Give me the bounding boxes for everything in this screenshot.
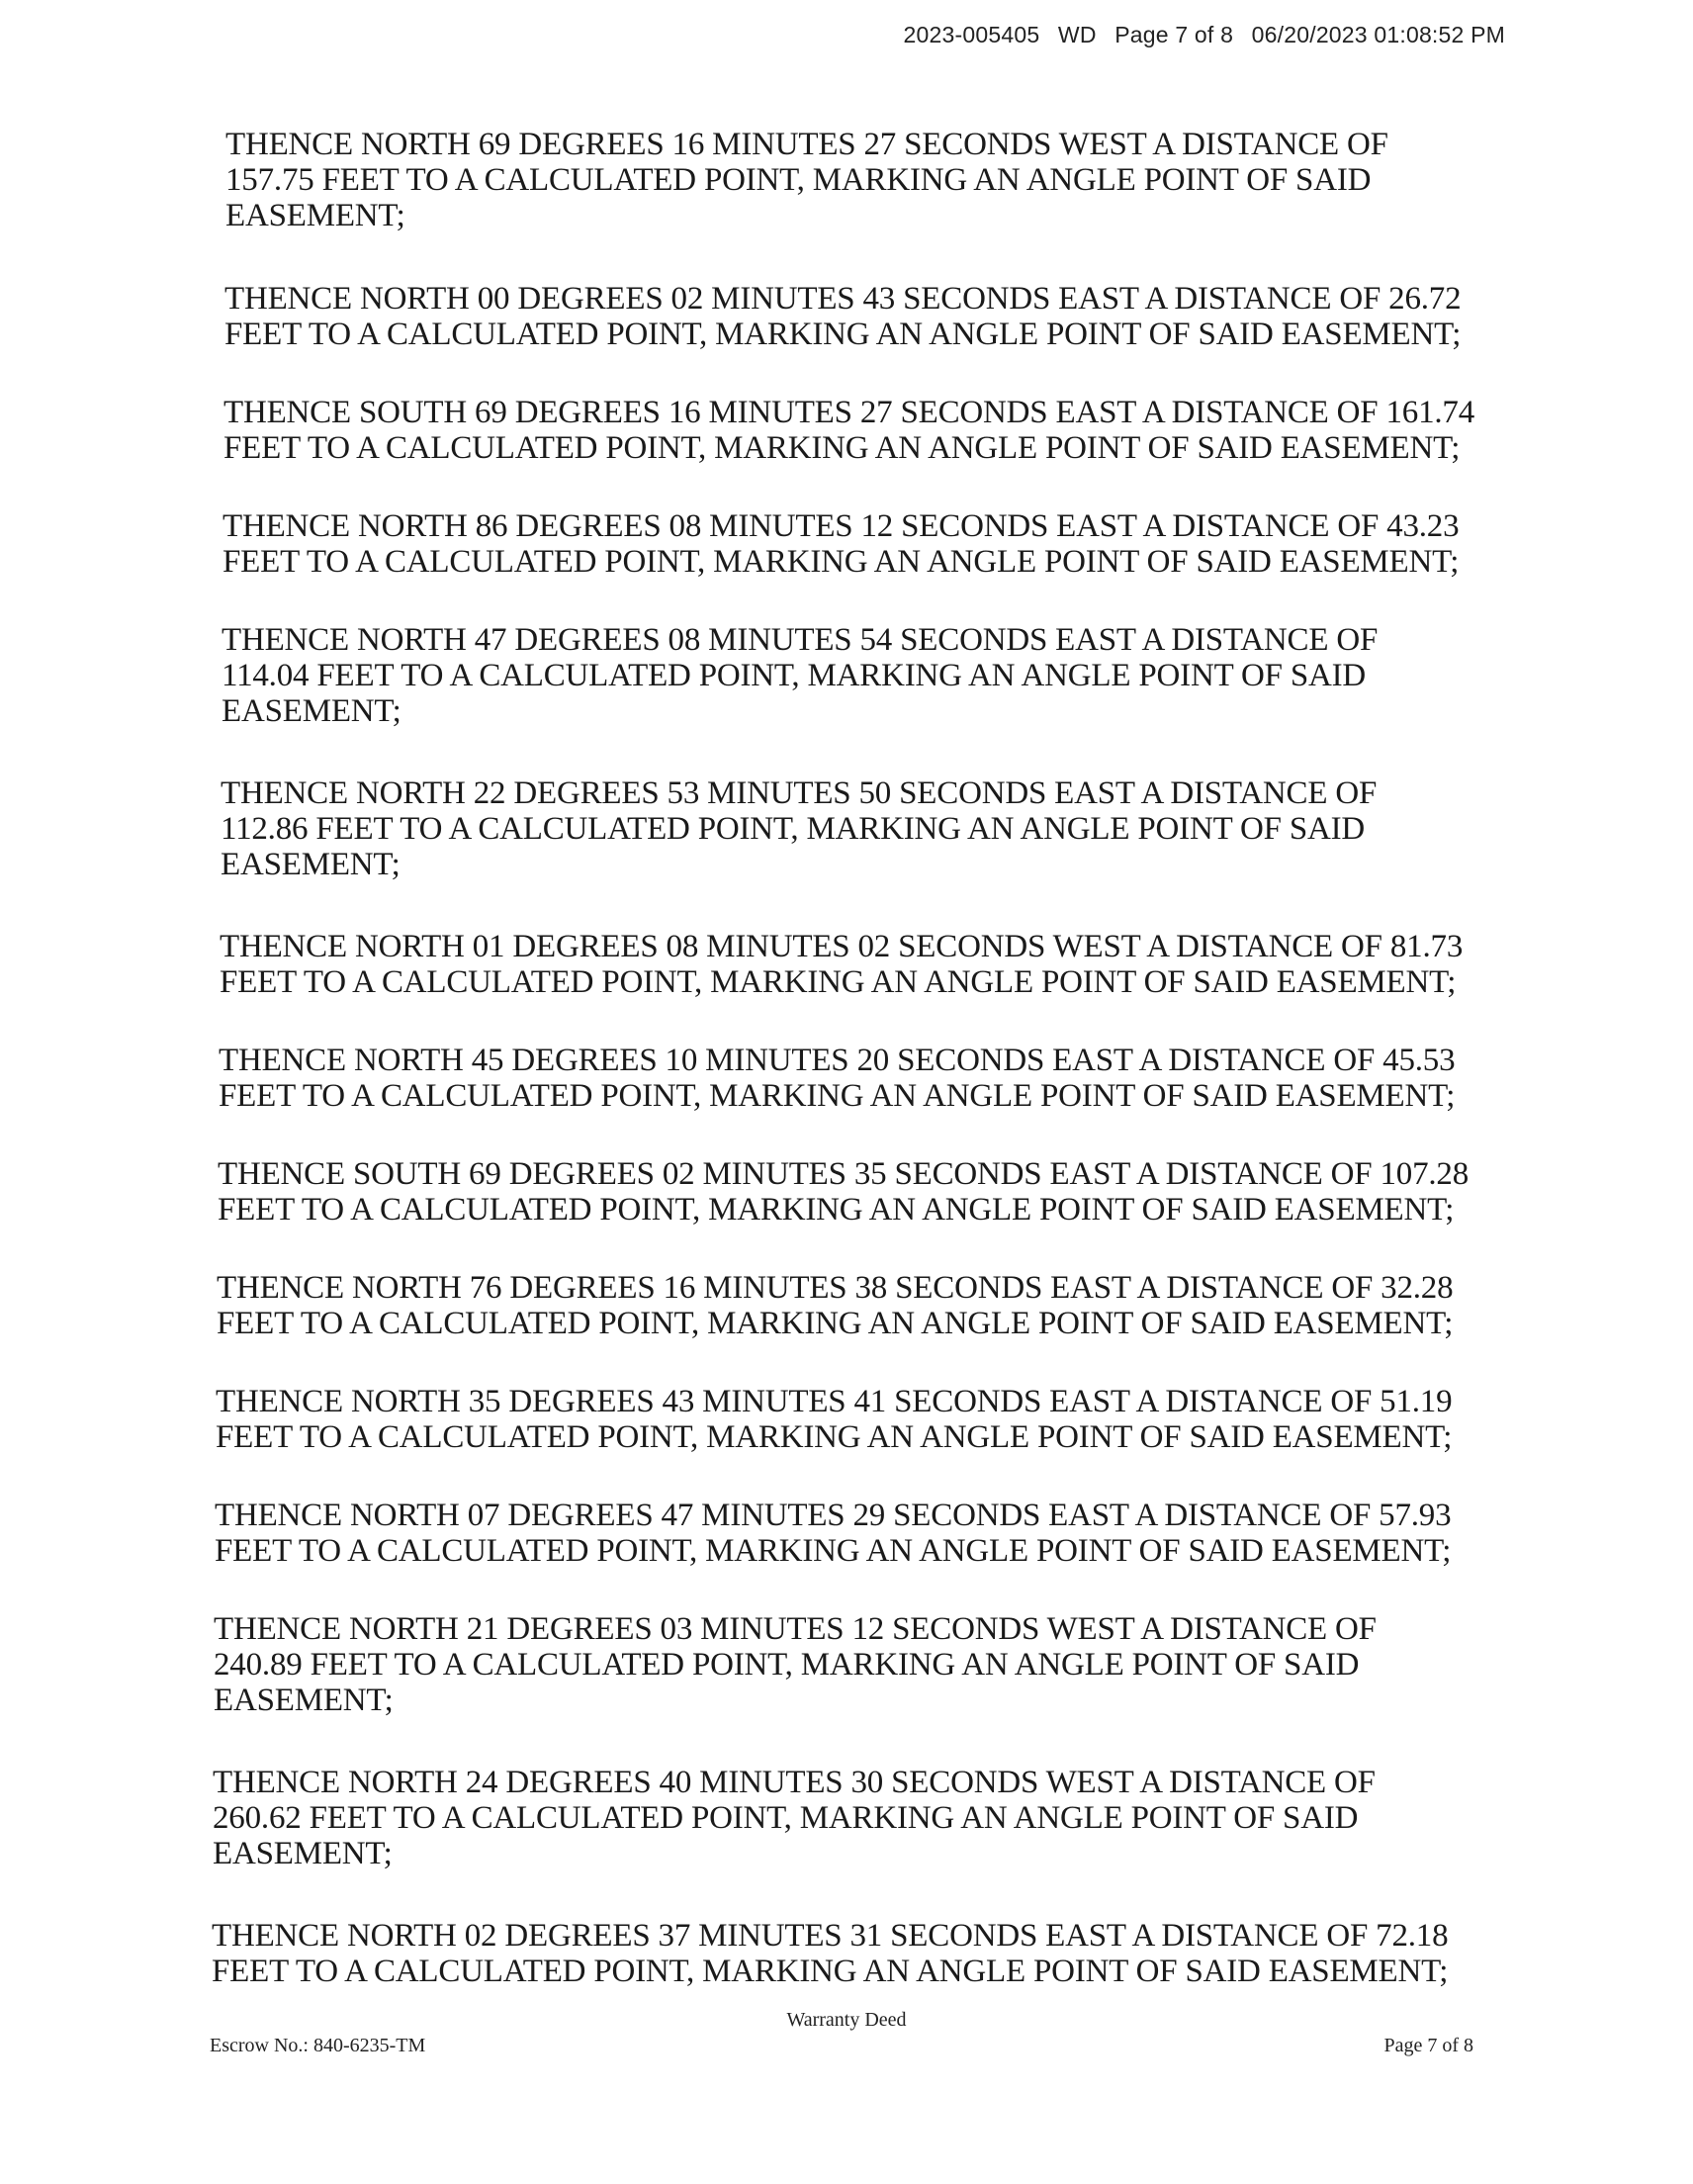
course-paragraph: [223, 508, 1459, 580]
course-paragraph: [221, 775, 1377, 882]
page-indicator: Page 7 of 8: [1114, 22, 1234, 47]
course-line: FEET TO A CALCULATED POINT, MARKING AN ANGLE POINT OF SAID EASEMENT;: [223, 430, 1461, 466]
course-line: FEET TO A CALCULATED POINT, MARKING AN ANGLE POINT OF SAID EASEMENT;: [218, 1192, 1455, 1228]
course-paragraph: [219, 1043, 1455, 1114]
course-paragraph: [224, 281, 1461, 352]
course-line: FEET TO A CALCULATED POINT, MARKING AN ANGLE POINT OF SAID EASEMENT;: [219, 1078, 1456, 1114]
course-line: THENCE NORTH 00 DEGREES 02 MINUTES 43 SECONDS EAST A DISTANCE OF 26.72: [224, 281, 1462, 317]
course-line: 112.86 FEET TO A CALCULATED POINT, MARKING AN ANGLE POINT OF SAID: [221, 811, 1366, 847]
course-paragraph: [216, 1384, 1452, 1455]
course-paragraph: [214, 1611, 1377, 1718]
course-line: THENCE NORTH 47 DEGREES 08 MINUTES 54 SECONDS EAST A DISTANCE OF: [222, 622, 1379, 658]
course-line: THENCE NORTH 21 DEGREES 03 MINUTES 12 SECONDS WEST A DISTANCE OF: [214, 1611, 1377, 1647]
course-line: THENCE NORTH 86 DEGREES 08 MINUTES 12 SECONDS EAST A DISTANCE OF 43.23: [223, 508, 1460, 544]
course-line: FEET TO A CALCULATED POINT, MARKING AN ANGLE POINT OF SAID EASEMENT;: [216, 1419, 1453, 1455]
course-line: 114.04 FEET TO A CALCULATED POINT, MARKING AN ANGLE POINT OF SAID: [222, 658, 1367, 693]
course-line: THENCE NORTH 02 DEGREES 37 MINUTES 31 SECONDS EAST A DISTANCE OF 72.18: [212, 1918, 1449, 1954]
course-line: THENCE NORTH 45 DEGREES 10 MINUTES 20 SECONDS EAST A DISTANCE OF 45.53: [219, 1043, 1456, 1078]
course-line: THENCE NORTH 07 DEGREES 47 MINUTES 29 SECONDS EAST A DISTANCE OF 57.93: [215, 1498, 1452, 1533]
footer-document-title: Warranty Deed: [786, 2009, 907, 2031]
course-line: FEET TO A CALCULATED POINT, MARKING AN ANGLE POINT OF SAID EASEMENT;: [224, 317, 1462, 352]
course-line: THENCE NORTH 35 DEGREES 43 MINUTES 41 SECONDS EAST A DISTANCE OF 51.19: [216, 1384, 1453, 1419]
course-line: THENCE SOUTH 69 DEGREES 02 MINUTES 35 SECONDS EAST A DISTANCE OF 107.28: [218, 1156, 1470, 1192]
document-number: 2023-005405: [903, 22, 1040, 47]
course-line: 157.75 FEET TO A CALCULATED POINT, MARKING AN ANGLE POINT OF SAID: [225, 162, 1372, 198]
course-paragraph: [225, 127, 1388, 233]
course-line: THENCE SOUTH 69 DEGREES 16 MINUTES 27 SECONDS EAST A DISTANCE OF 161.74: [223, 395, 1475, 430]
footer-page-number: Page 7 of 8: [1383, 2035, 1473, 2056]
course-line: EASEMENT;: [222, 693, 401, 729]
course-line: FEET TO A CALCULATED POINT, MARKING AN ANGLE POINT OF SAID EASEMENT;: [215, 1533, 1452, 1569]
course-line: FEET TO A CALCULATED POINT, MARKING AN ANGLE POINT OF SAID EASEMENT;: [223, 544, 1460, 580]
course-line: FEET TO A CALCULATED POINT, MARKING AN ANGLE POINT OF SAID EASEMENT;: [220, 964, 1457, 1000]
course-line: THENCE NORTH 22 DEGREES 53 MINUTES 50 SECONDS EAST A DISTANCE OF: [221, 775, 1378, 811]
course-paragraph: [217, 1270, 1453, 1341]
course-line: THENCE NORTH 76 DEGREES 16 MINUTES 38 SECONDS EAST A DISTANCE OF 32.28: [217, 1270, 1454, 1306]
course-line: FEET TO A CALCULATED POINT, MARKING AN ANGLE POINT OF SAID EASEMENT;: [217, 1306, 1454, 1341]
course-paragraph: [218, 1156, 1469, 1228]
course-line: EASEMENT;: [214, 1683, 394, 1718]
course-paragraph: [213, 1765, 1376, 1871]
course-line: THENCE NORTH 01 DEGREES 08 MINUTES 02 SECONDS WEST A DISTANCE OF 81.73: [220, 929, 1464, 964]
course-paragraph: [223, 395, 1474, 466]
document-type: WD: [1057, 22, 1097, 47]
course-line: THENCE NORTH 24 DEGREES 40 MINUTES 30 SECONDS WEST A DISTANCE OF: [213, 1765, 1376, 1800]
course-paragraph: [212, 1918, 1448, 1989]
course-line: EASEMENT;: [213, 1836, 393, 1871]
course-line: FEET TO A CALCULATED POINT, MARKING AN ANGLE POINT OF SAID EASEMENT;: [212, 1954, 1449, 1989]
course-line: 240.89 FEET TO A CALCULATED POINT, MARKING AN ANGLE POINT OF SAID: [214, 1647, 1360, 1683]
course-line: EASEMENT;: [225, 198, 405, 233]
footer-escrow-number: Escrow No.: 840-6235-TM: [210, 2035, 426, 2056]
course-paragraph: [222, 622, 1378, 729]
course-line: 260.62 FEET TO A CALCULATED POINT, MARKING AN ANGLE POINT OF SAID: [213, 1800, 1359, 1836]
course-paragraph: [215, 1498, 1451, 1569]
recording-datetime: 06/20/2023 01:08:52 PM: [1251, 22, 1505, 47]
course-line: THENCE NORTH 69 DEGREES 16 MINUTES 27 SECONDS WEST A DISTANCE OF: [225, 127, 1388, 162]
course-paragraph: [220, 929, 1463, 1000]
course-line: EASEMENT;: [221, 847, 401, 882]
